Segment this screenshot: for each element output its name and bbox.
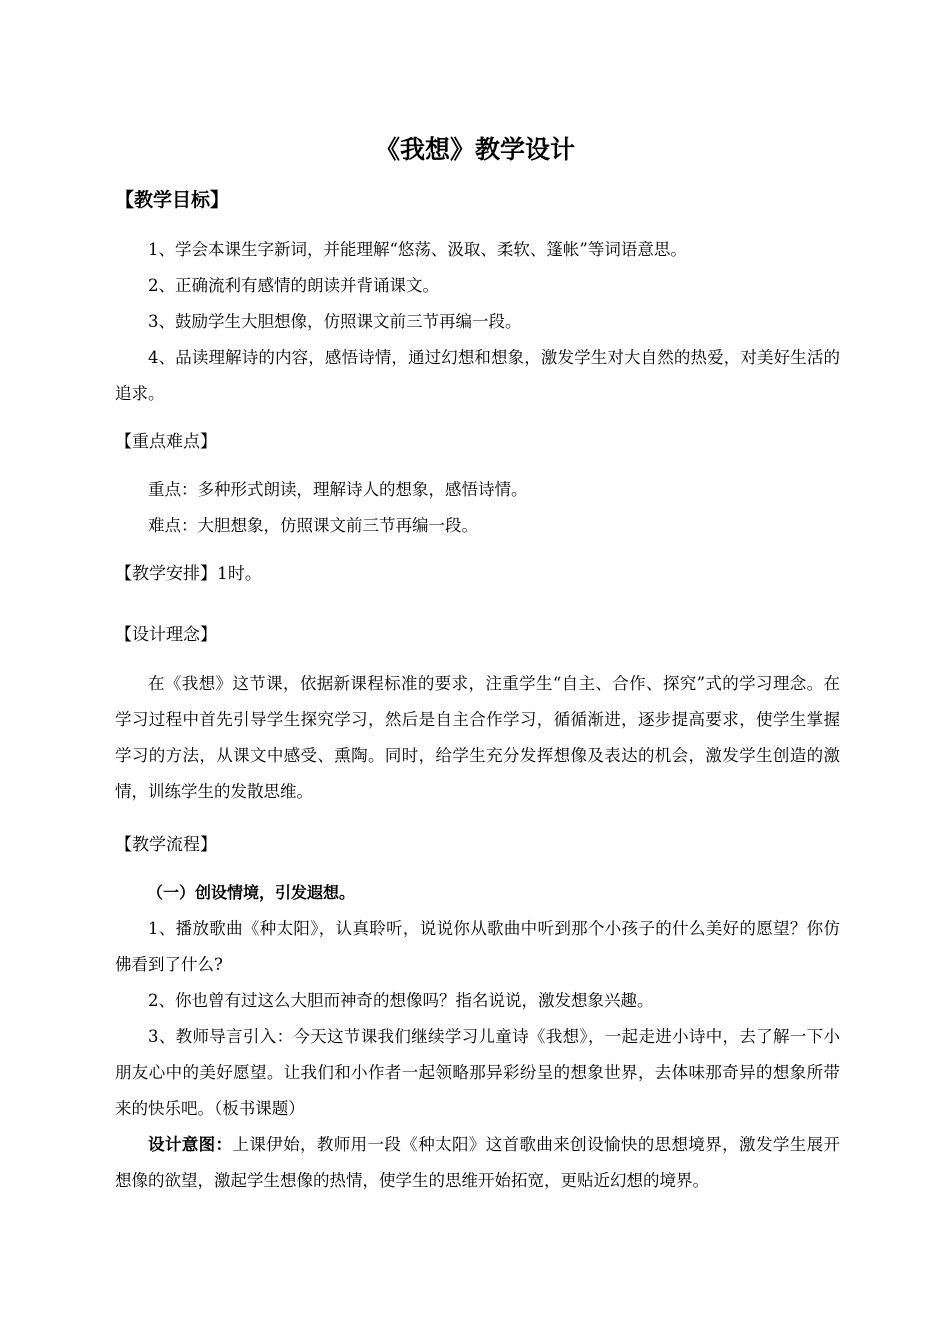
objectives-heading-block — [115, 182, 840, 218]
schedule-heading: 【教学安排】 — [115, 564, 217, 584]
design-intent-label: 设计意图： — [148, 1135, 233, 1154]
process-heading: 【教学流程】 — [115, 835, 217, 855]
process-item-2: 2、你也曾有过这么大胆而神奇的想像吗？指名说说，激发想象兴趣。 — [148, 991, 654, 1010]
objective-item-4: 4、品读理解诗的内容，感悟诗情，通过幻想和想象，激发学生对大自然的热爱，对美好生活的追求。 — [115, 348, 840, 403]
schedule-block — [115, 556, 840, 592]
design-intent-paragraph — [115, 1127, 840, 1199]
objective-item-2: 2、正确流利有感情的朗读并背诵课文。 — [148, 276, 439, 295]
design-intent-text: 上课伊始，教师用一段《种太阳》这首歌曲来创设愉快的思想境界，激发学生展开想像的欲望，激起学生想像的热情，使学生的思维开始拓宽，更贴近幻想的境界。 — [115, 1135, 840, 1190]
concept-heading: 【设计理念】 — [115, 625, 217, 645]
objective-item-1: 1、学会本课生字新词，并能理解“悠荡、汲取、柔软、篷帐”等词语意思。 — [148, 240, 687, 259]
keypoint-item-1: 重点：多种形式朗读，理解诗人的想象，感悟诗情。 — [148, 480, 528, 499]
process-section-title: （一）创设情境，引发遐想。 — [147, 883, 356, 902]
concept-heading-block — [115, 617, 840, 653]
process-heading-block — [115, 827, 840, 863]
keypoints-heading-block — [115, 424, 840, 460]
keypoint-item-2: 难点：大胆想象，仿照课文前三节再编一段。 — [148, 516, 478, 535]
keypoints-heading: 【重点难点】 — [115, 432, 217, 452]
document-title: 《我想》教学设计 — [374, 135, 575, 164]
objective-item-3: 3、鼓励学生大胆想像，仿照课文前三节再编一段。 — [148, 312, 522, 331]
objectives-heading: 【教学目标】 — [115, 189, 230, 211]
keypoints-list — [115, 472, 840, 544]
process-body — [115, 875, 840, 1199]
concept-body — [115, 666, 840, 810]
process-item-1: 1、播放歌曲《种太阳》，认真聆听，说说你从歌曲中听到那个小孩子的什么美好的愿望？你仿佛看到了什么? — [115, 919, 840, 974]
process-item-3: 3、教师导言引入：今天这节课我们继续学习儿童诗《我想》，一起走进小诗中，去了解一下小朋友心中的美好愿望。让我们和小作者一起领略那异彩纷呈的想象世界，去体味那奇异的想象所带来的快乐吧。（板书课题） — [115, 1027, 840, 1118]
objectives-list — [115, 232, 840, 412]
concept-paragraph: 在《我想》这节课，依据新课程标准的要求，注重学生“自主、合作、探究”式的学习理念。在学习过程中首先引导学生探究学习，然后是自主合作学习，循循渐进，逐步提高要求，使学生掌握学习的方法，从课文中感受、熏陶。同时，给学生充分发挥想像及表达的机会，激发学生创造的激情，训练学生的发散思维。 — [115, 674, 840, 801]
schedule-value: 1时。 — [217, 564, 262, 584]
